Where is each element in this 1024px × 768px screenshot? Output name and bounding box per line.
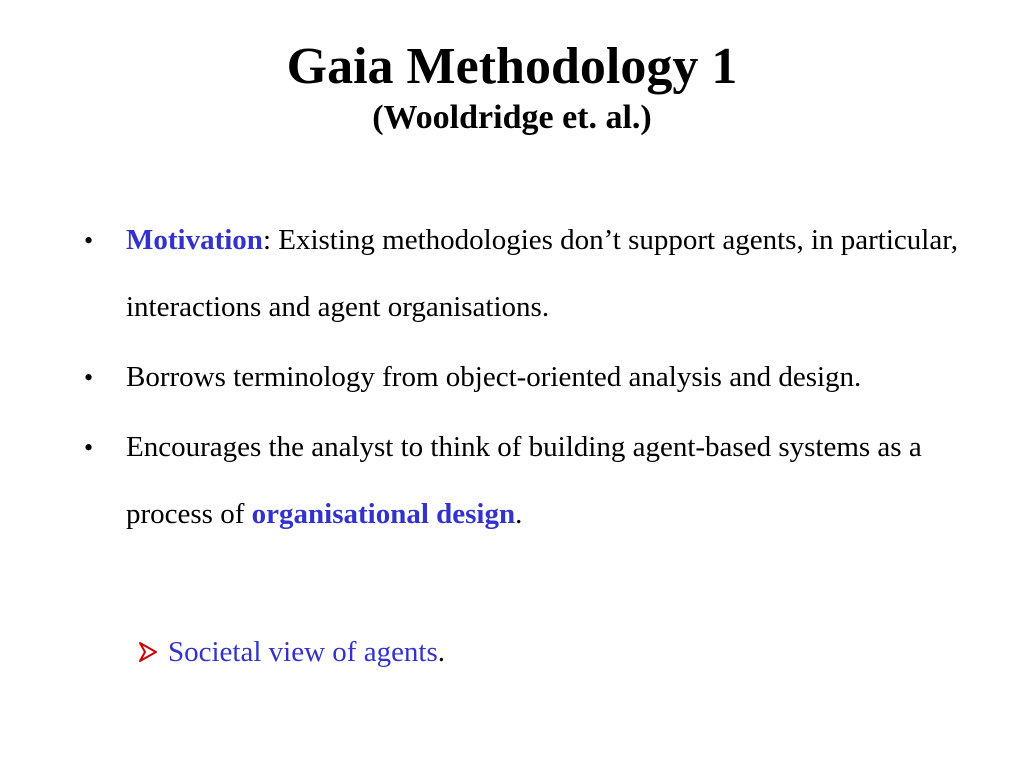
bullet-organisational-design (80, 414, 960, 548)
sub-bullet-end: . (437, 636, 446, 668)
bullet-marker: • (84, 226, 94, 255)
title-block (0, 38, 1024, 138)
arrow-icon (138, 641, 158, 663)
slide-subtitle: (Wooldridge et. al.) (372, 99, 652, 136)
bullet-terminology (80, 344, 960, 411)
bullet-text-end: . (515, 498, 523, 530)
bullet-marker: • (84, 363, 94, 392)
bullet-list (80, 207, 960, 551)
bullet-marker: • (84, 433, 94, 462)
bullet-motivation (80, 207, 960, 341)
bullet-text: Encourages the analyst to think of building agent-based systems as a process of (126, 431, 922, 530)
sub-bullet-societal-view (138, 619, 445, 686)
bullet-text: : Existing methodologies don’t support agents, in particular, interactions and agent organisations. (126, 224, 958, 323)
bullet-lead-motivation: Motivation (126, 224, 263, 256)
slide-title: Gaia Methodology 1 (286, 38, 738, 95)
sub-bullet-text: Societal view of agents (168, 636, 438, 668)
bullet-emphasis: organisational design (251, 498, 516, 530)
bullet-text: Borrows terminology from object-oriented analysis and design. (126, 361, 862, 393)
